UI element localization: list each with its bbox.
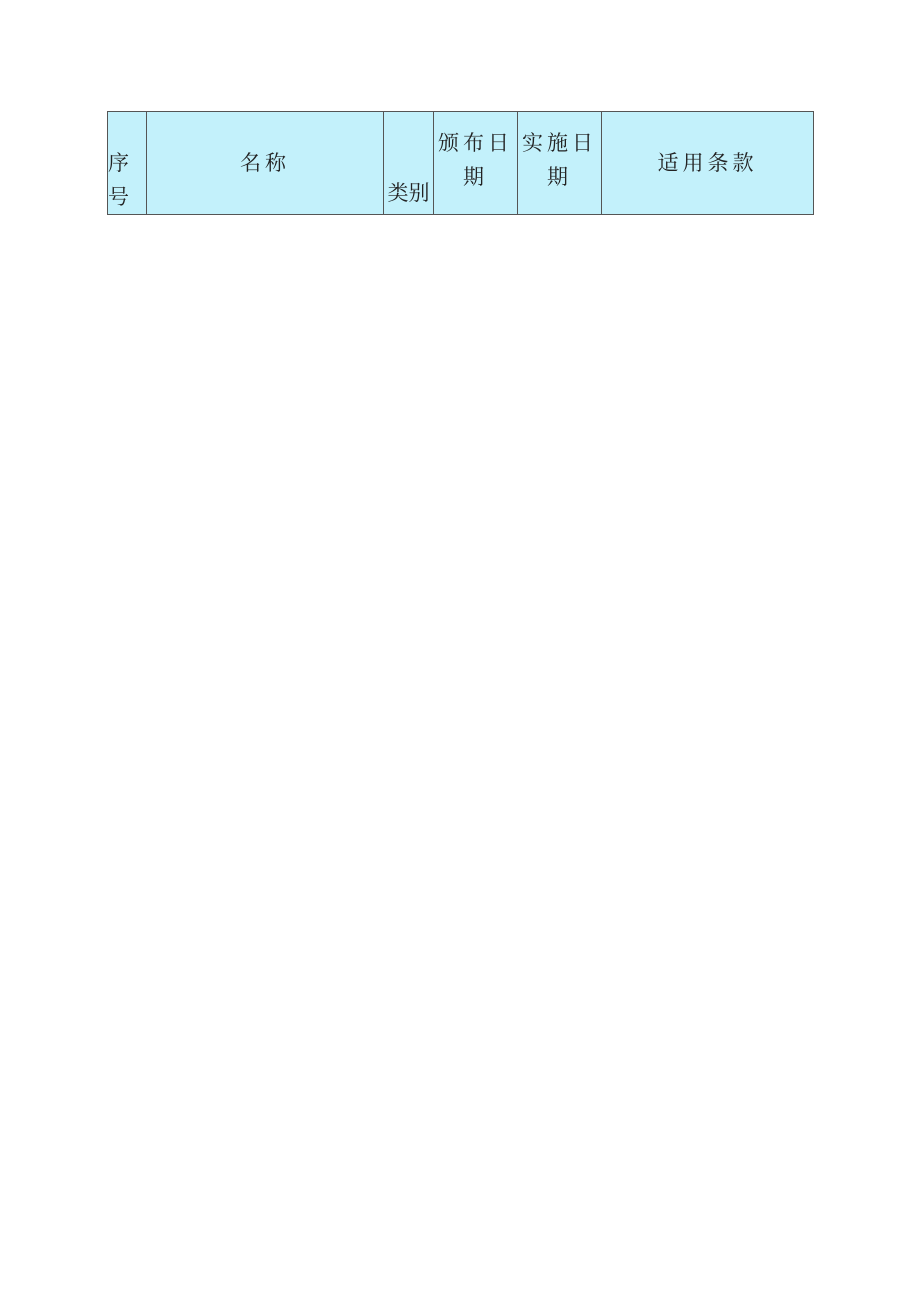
regulations-table: [107, 111, 814, 215]
header-index: 序 号: [108, 112, 147, 215]
header-effective-date: 实施日 期: [518, 112, 602, 215]
header-name: 名称: [147, 112, 384, 215]
header-issue-date: 颁布日 期: [434, 112, 518, 215]
table-header-row: [108, 112, 814, 215]
header-category: 类别: [384, 112, 434, 215]
header-clauses: 适用条款: [602, 112, 814, 215]
